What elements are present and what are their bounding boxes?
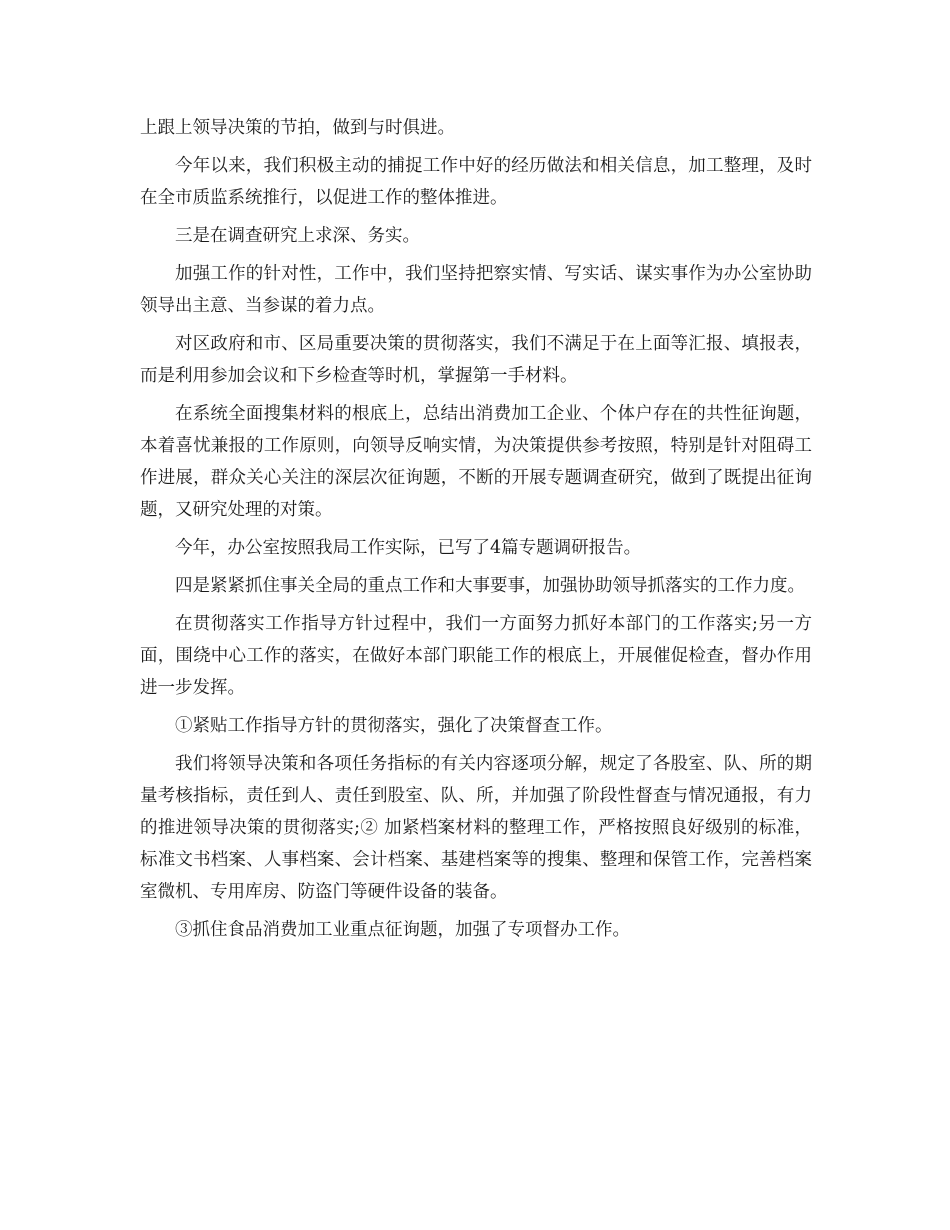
document-body bbox=[140, 112, 812, 952]
paragraph: 对区政府和市、区局重要决策的贯彻落实，我们不满足于在上面等汇报、填报表，而是利用参加会议和下乡检查等时机，掌握第一手材料。 bbox=[140, 334, 812, 386]
paragraph: 三是在调查研究上求深、务实。 bbox=[175, 226, 420, 246]
paragraph: 今年，办公室按照我局工作实际，已写了4篇专题调研报告。 bbox=[175, 538, 642, 558]
paragraph: 我们将领导决策和各项任务指标的有关内容逐项分解，规定了各股室、队、所的期量考核指标，责任到人、责任到股室、队、所，并加强了阶段性督查与情况通报，有力的推进领导决策的贯彻落实;② 加紧档案材料的整理工作，严格按照良好级别的标准，标准文书档案、人事档案、会计档案、基建档案等的搜集、整理和保管工作，完善档案室微机、专用库房、防盗门等硬件设备的装备。 bbox=[140, 754, 812, 902]
paragraph: 四是紧紧抓住事关全局的重点工作和大事要事，加强协助领导抓落实的工作力度。 bbox=[175, 576, 805, 596]
paragraph: 上跟上领导决策的节拍，做到与时俱进。 bbox=[140, 118, 455, 138]
paragraph: 在贯彻落实工作指导方针过程中，我们一方面努力抓好本部门的工作落实;另一方面，围绕中心工作的落实，在做好本部门职能工作的根底上，开展催促检查，督办作用进一步发挥。 bbox=[140, 614, 812, 698]
paragraph: ①紧贴工作指导方针的贯彻落实，强化了决策督查工作。 bbox=[175, 716, 613, 736]
paragraph: 加强工作的针对性，工作中，我们坚持把察实情、写实话、谋实事作为办公室协助领导出主意、当参谋的着力点。 bbox=[140, 264, 812, 316]
paragraph: 在系统全面搜集材料的根底上，总结出消费加工企业、个体户存在的共性征询题，本着喜忧兼报的工作原则，向领导反响实情，为决策提供参考按照，特别是针对阻碍工作进展，群众关心关注的深层次征询题，不断的开展专题调查研究，做到了既提出征询题，又研究处理的对策。 bbox=[140, 404, 812, 520]
paragraph: ③抓住食品消费加工业重点征询题，加强了专项督办工作。 bbox=[175, 920, 630, 940]
paragraph: 今年以来，我们积极主动的捕捉工作中好的经历做法和相关信息，加工整理，及时在全市质监系统推行，以促进工作的整体推进。 bbox=[140, 156, 812, 208]
